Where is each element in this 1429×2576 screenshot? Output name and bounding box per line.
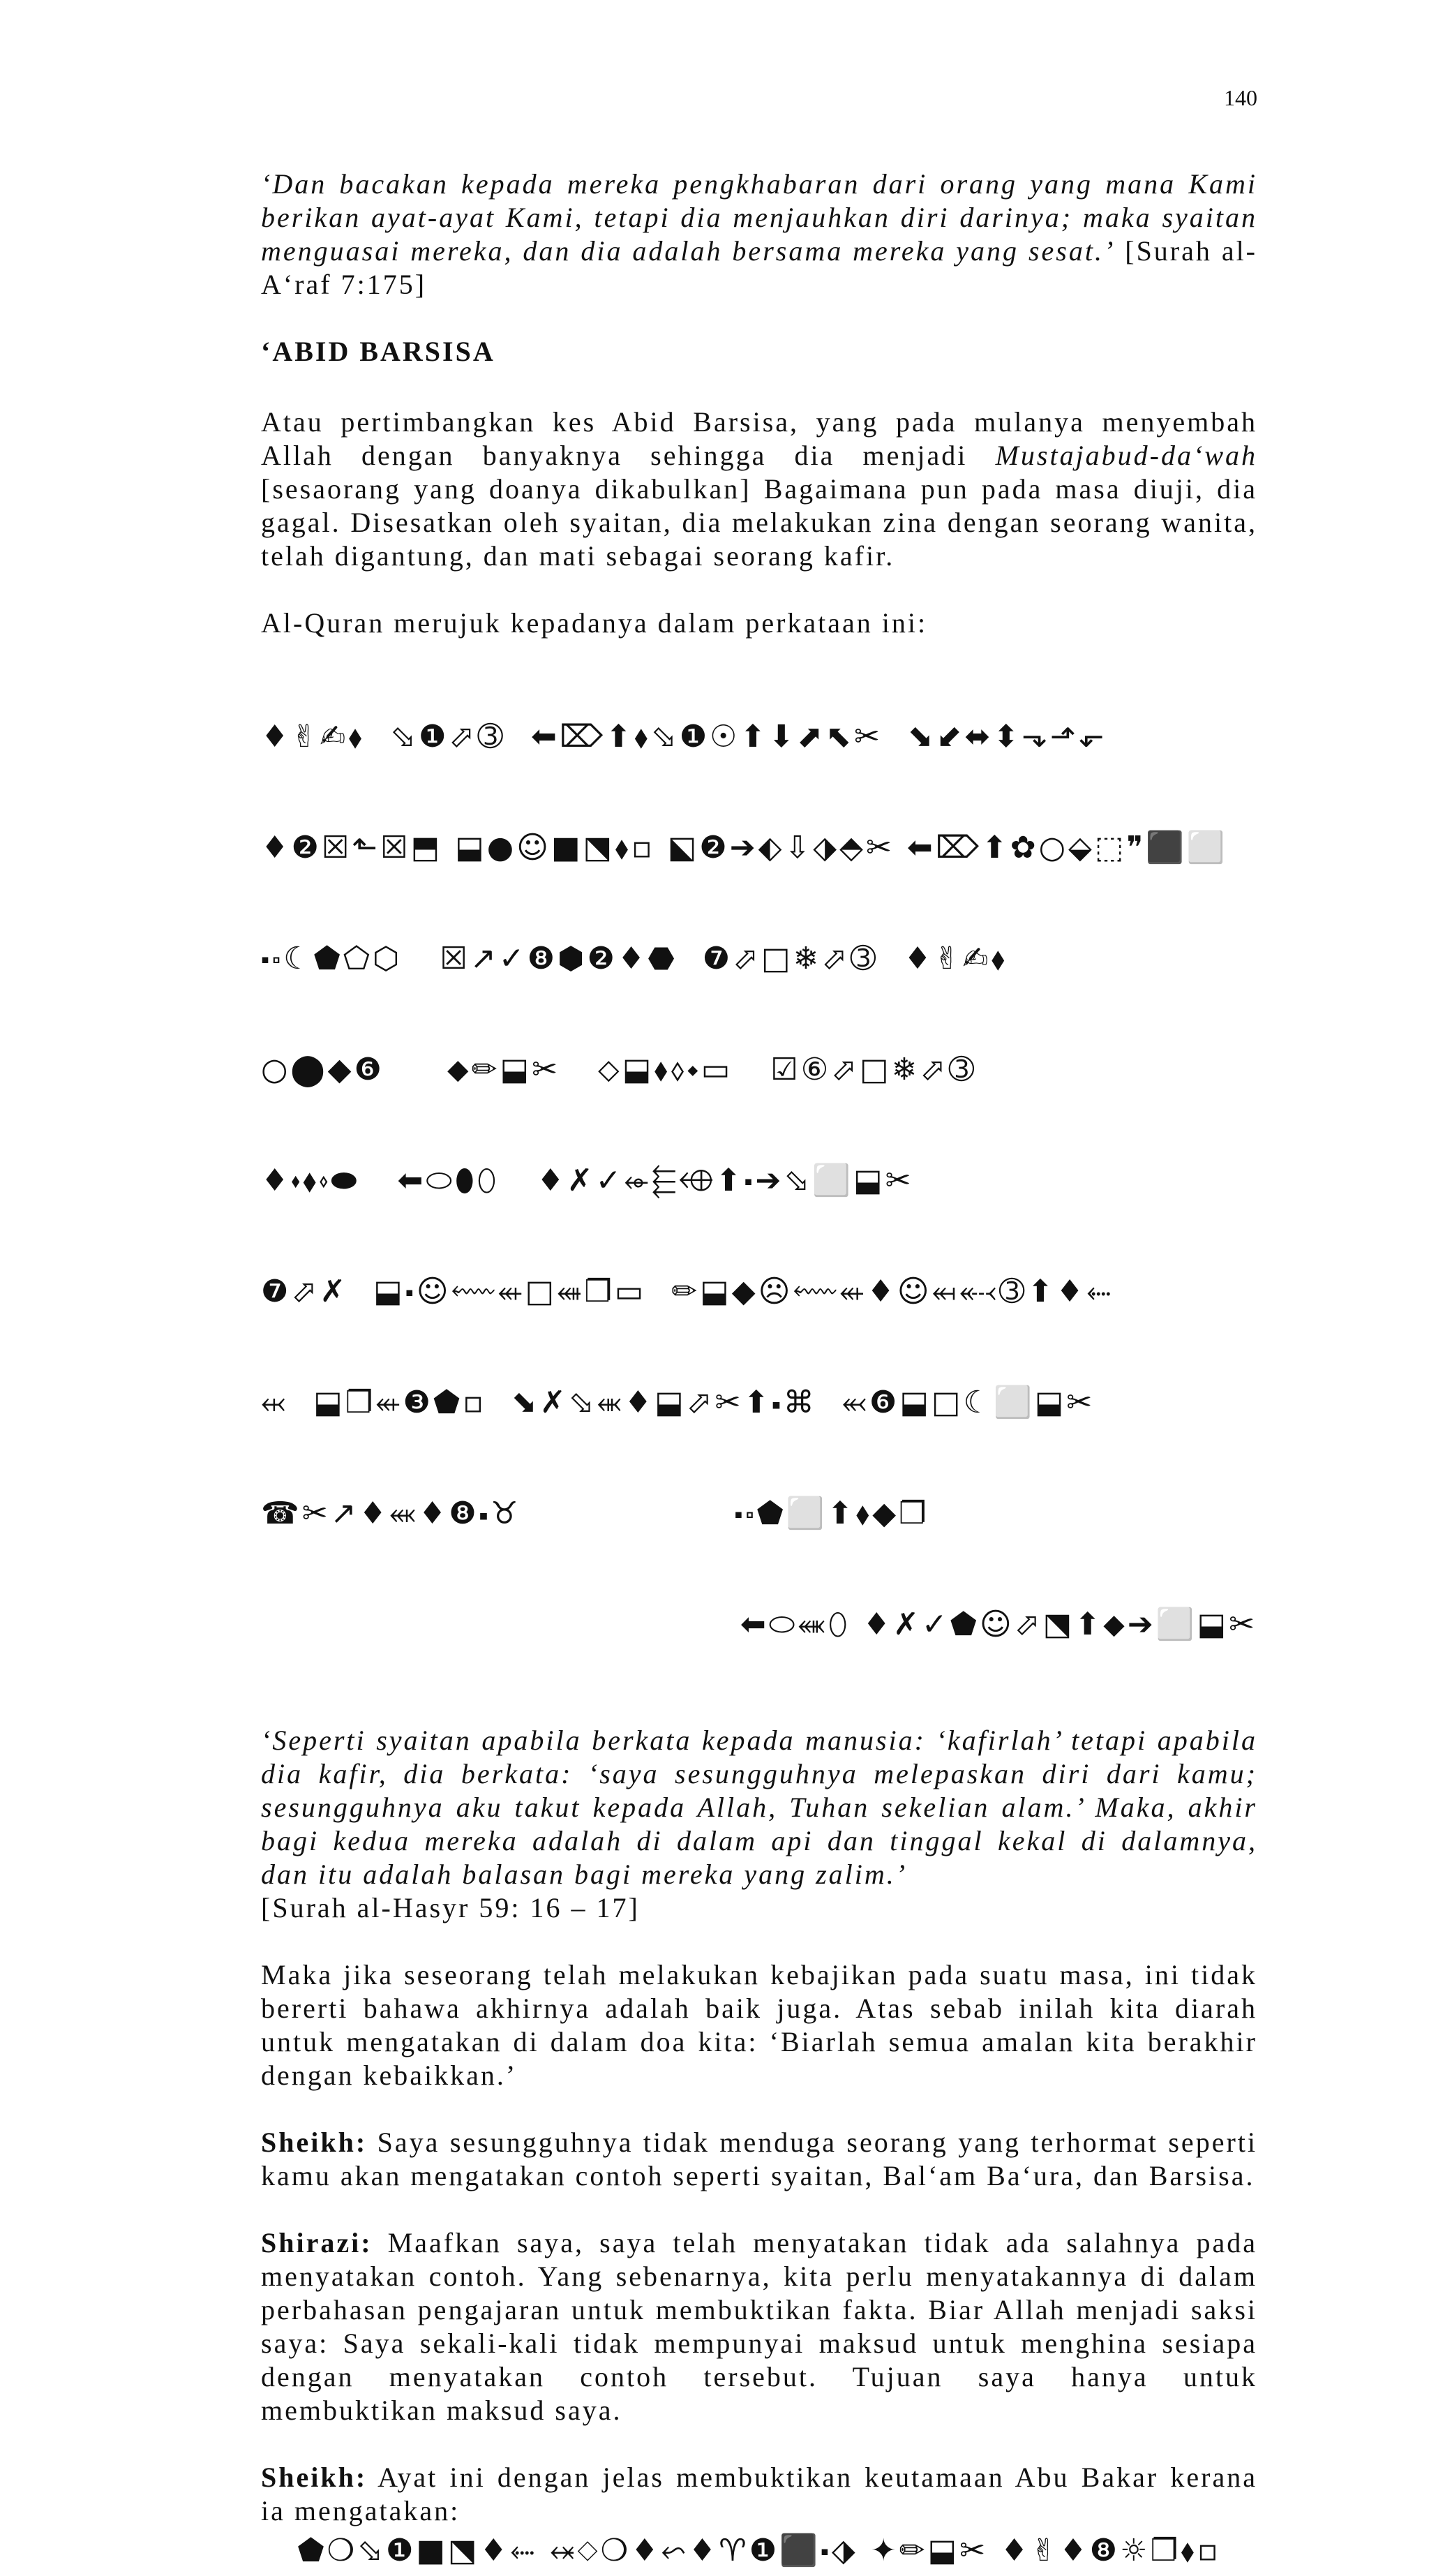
- arabic-line: ❼⬀✗ ⬓⬝☺⬳⬴□⬵❐▭ ✏⬓◆☹⬳⬴♦☺⬶⬷➂⬆♦⬸: [261, 1274, 1114, 1309]
- paragraph-good-deeds: Maka jika seseorang telah melakukan kebajikan pada suatu masa, ini tidak bererti bahawa akhirnya adalah baik juga. Atas sebab inilah kita diarah untuk mengatakan di dalam doa kita: ‘Biarlah semua amalan kita berakhir dengan kebaikkan.’: [261, 1959, 1257, 2091]
- arabic-verse-block: [261, 644, 1257, 1717]
- arabic-line: ♦❷☒⬑☒⬒ ⬓●☺■⬔⬧▫ ⬕❷➔⬖⇩⬗⬘✂ ⬅⌦⬆✿○⬙⬚❞⬛⬜: [261, 830, 1228, 865]
- dialogue-sheikh-1: [261, 2126, 1257, 2193]
- dialogue-text: Ayat ini dengan jelas membuktikan keutamaan Abu Bakar kerana ia mengatakan:: [261, 2462, 1257, 2526]
- arabic-line: ○⬤◆❻ ⬥✏⬓✂ ⬦⬓⬧⬨⬩▭ ☑⑥⬀□❄⬀➂: [261, 1052, 978, 1087]
- dialogue-text: Maafkan saya, saya telah menyatakan tidak ada salahnya pada menyatakan contoh. Yang sebenarnya, kita perlu menyatakannya di dalam perbahasan pengajaran untuk membuktikan fakta. Biar Allah menjadi saksi saya: Saya sekali-kali tidak mempunyai maksud untuk menghina sesiapa dengan menyatakan contoh tersebut. Tujuan saya hanya untuk membuktikan maksud saya.: [261, 2227, 1257, 2426]
- speaker-label: Sheikh:: [261, 2127, 368, 2158]
- arabic-verse-final: ⬟❍⬂❶■⬔♦⬸ ⬾⬦❍♦⬿♦♈❶⬛⬝⬗ ✦✏⬓✂ ♦✌♦❽☼❐⬧▫: [297, 2533, 1221, 2568]
- page-number: 140: [1224, 85, 1257, 110]
- dialogue-shirazi: [261, 2226, 1257, 2427]
- page-content: [261, 167, 1257, 2576]
- arabic-line: ⬅⬭⬽⬯ ♦✗✓⬟☺⬀⬔⬆⬥➔⬜⬓✂: [740, 1607, 1257, 1642]
- quote-reference: [Surah al-A‘raf 7:175]: [261, 235, 1258, 300]
- arabic-line: ☎✂↗♦⬼♦❽⬝♉ ⬝⬞⬟⬜⬆⬧◆❐: [261, 1496, 929, 1531]
- paragraph-text-end: [sesaorang yang doanya dikabulkan] Bagaimana pun pada masa diuji, dia gagal. Disesatkan oleh syaitan, dia melakukan zina dengan seorang wanita, telah digantung, dan mati sebagai seorang kafir.: [261, 473, 1257, 572]
- dialogue-text: Saya sesungguhnya tidak menduga seorang yang terhormat seperti kamu akan mengatakan contoh seperti syaitan, Bal‘am Ba‘ura, dan Barsisa.: [261, 2127, 1257, 2191]
- term-mustajabud: Mustajabud-da‘wah: [995, 440, 1257, 471]
- paragraph-abid-barsisa: [261, 405, 1257, 573]
- speaker-label: Shirazi:: [261, 2227, 373, 2258]
- arabic-line: ♦⬪⬧⬫⬬ ⬅⬭⬮⬯ ♦✗✓⬰⬱⬲⬆⬝➔⬂⬜⬓✂: [261, 1163, 914, 1198]
- section-heading: ‘ABID BARSISA: [261, 336, 495, 367]
- paragraph-text-start: Atau pertimbangkan kes Abid Barsisa, yang pada mulanya menyembah Allah dengan banyaknya sehingga dia menjadi: [261, 406, 1257, 471]
- dialogue-sheikh-2: [261, 2461, 1257, 2528]
- arabic-line: ⬝⬞☾⬟⬠⬡ ☒↗✓❽⬢❷♦⬣ ❼⬀□❄⬀➂ ♦✌✍⬧: [261, 941, 1008, 976]
- quote-reference: [Surah al-Hasyr 59: 16 – 17]: [261, 1892, 640, 1923]
- speaker-label: Sheikh:: [261, 2462, 368, 2493]
- arabic-line: ♦✌✍⬧ ⬂❶⬀➂ ⬅⌦⬆⬧⬂❶☉⬆⬇⬈⬉✂ ⬊⬋⬌⬍⬎⬏⬐: [261, 719, 1107, 754]
- quote-text: ‘Seperti syaitan apabila berkata kepada manusia: ‘kafirlah’ tetapi apabila dia kafir, dia berkata: ‘saya sesungguhnya melepaskan diri dari kamu; sesungguhnya aku takut kepada Allah, Tuhan sekelian alam.’ Maka, akhir bagi kedua mereka adalah di dalam api dan tinggal kekal di dalamnya, dan itu adalah balasan bagi mereka yang zalim.’: [261, 1725, 1257, 1890]
- quote-surah-al-hasyr: [261, 1724, 1257, 1925]
- quran-intro-line: Al-Quran merujuk kepadanya dalam perkataan ini:: [261, 607, 928, 639]
- quote-surah-al-araf: [261, 167, 1257, 301]
- quote-text: ‘Dan bacakan kepada mereka pengkhabaran dari orang yang mana Kami berikan ayat-ayat Kami, tetapi dia menjauhkan diri darinya; maka syaitan menguasai mereka, dan dia adalah bersama mereka yang sesat.’: [261, 168, 1257, 267]
- arabic-line: ⬹ ⬓❐⬴❸⬟▫ ⬊✗⬂⬺♦⬓⬀✂⬆⬝⌘ ⬻❻⬓□☾⬜⬓✂: [261, 1385, 1095, 1420]
